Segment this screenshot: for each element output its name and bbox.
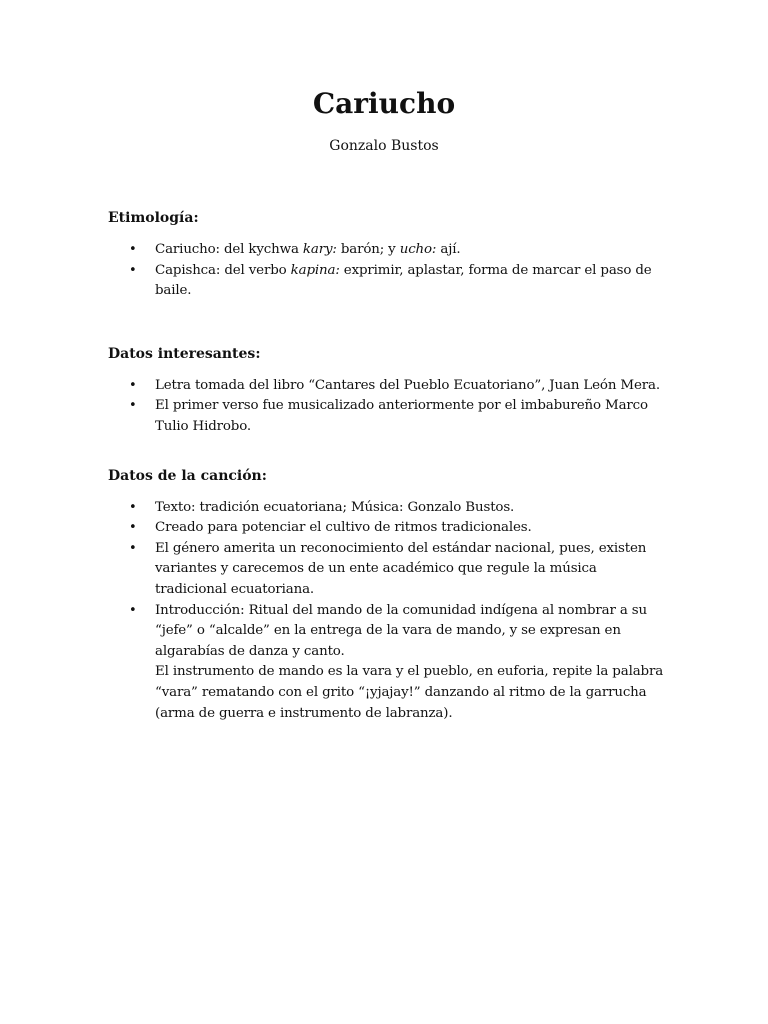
intro-paragraph-1: Introducción: Ritual del mando de la comunidad indígena al nombrar a su “jefe” o “alcalde” en la entrega de la vara de mando, y se expresan en algarabías de danza y canto. [155, 602, 647, 659]
document-author: Gonzalo Bustos [329, 138, 439, 154]
datos-interesantes-list [108, 376, 668, 438]
datos-cancion-list [108, 498, 668, 725]
bullet-icon: • [129, 499, 137, 515]
list-item: • Letra tomada del libro “Cantares del Pueblo Ecuatoriano”, Juan León Mera. [108, 376, 668, 397]
section-datos-interesantes [108, 344, 668, 438]
list-item: • Cariucho: del kychwa kary: barón; y ucho: ají. [108, 240, 668, 261]
document-body [108, 208, 668, 724]
bullet-icon: • [129, 242, 137, 257]
section-heading-datos-cancion: Datos de la canción: [108, 467, 267, 484]
bullet-icon: • [129, 398, 137, 414]
section-heading-etimologia: Etimología: [108, 210, 199, 226]
section-etimologia [108, 208, 668, 302]
section-heading-datos-interesantes: Datos interesantes: [108, 345, 261, 362]
bullet-icon: • [129, 377, 137, 393]
bullet-icon: • [129, 262, 137, 278]
bullet-icon: • [129, 540, 137, 556]
list-item: • El género amerita un reconocimiento del estándar nacional, pues, existen variantes y carecemos de un ente académico que regule la música tradicional ecuatoriana. [129, 540, 647, 597]
list-item: • Texto: tradición ecuatoriana; Música: Gonzalo Bustos. [108, 498, 668, 519]
bullet-icon: • [129, 602, 137, 618]
list-item: • El primer verso fue musicalizado anteriormente por el imbabureño Marco Tulio Hidrobo. [129, 398, 648, 434]
bullet-icon: • [129, 520, 137, 536]
list-item: • Creado para potenciar el cultivo de ritmos tradicionales. [108, 518, 668, 539]
list-item-introduccion [108, 601, 668, 725]
section-datos-cancion [108, 466, 668, 725]
list-item: • Capishca: del verbo kapina: exprimir, aplastar, forma de marcar el paso de baile. [129, 262, 652, 299]
document-title: Cariucho [312, 87, 456, 120]
intro-paragraph-2: El instrumento de mando es la vara y el pueblo, en euforia, repite la palabra “vara” rematando con el grito “¡yjajay!” danzando al ritmo de la garrucha (arma de guerra e instrumento de labranza). [155, 664, 664, 721]
etimologia-list [108, 240, 668, 302]
